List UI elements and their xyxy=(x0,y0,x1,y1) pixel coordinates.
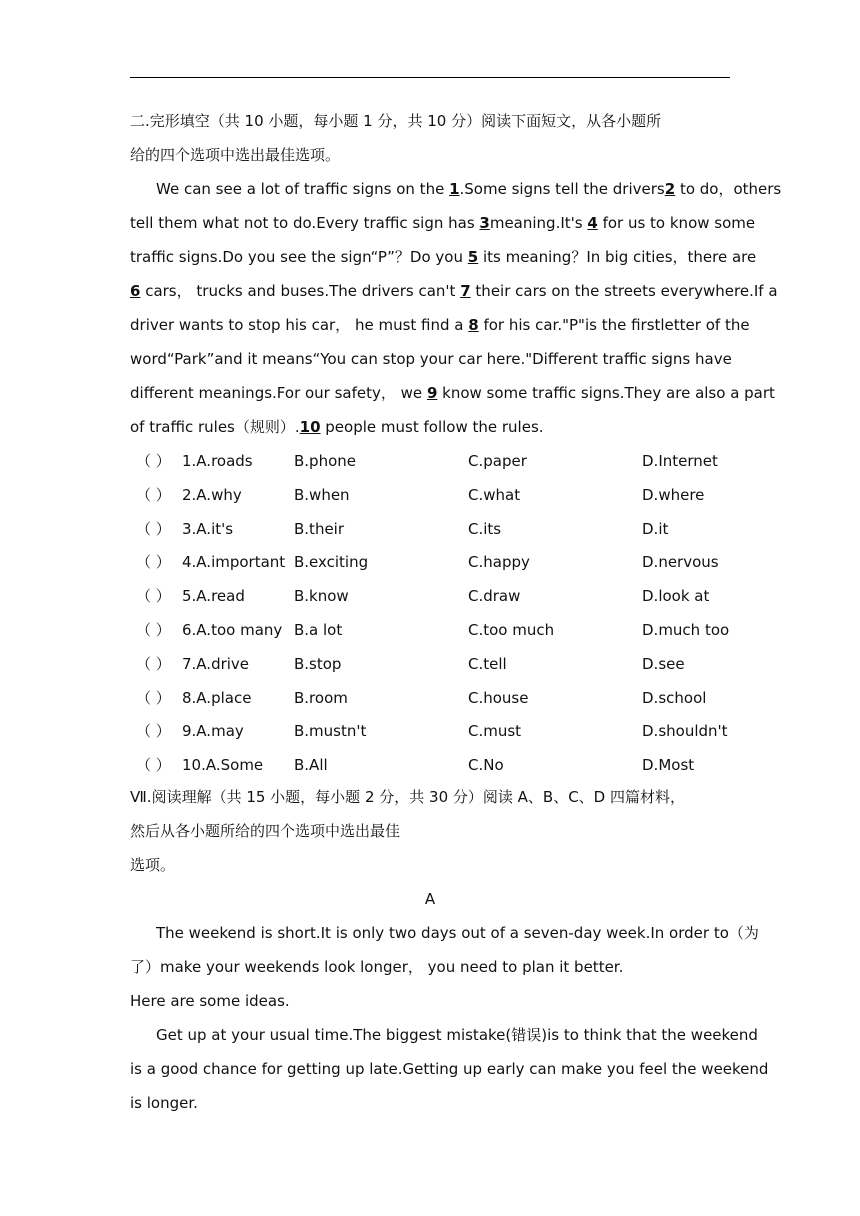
cloze-heading-cont: 给的四个选项中选出最佳选项。 xyxy=(130,146,341,164)
passage-text: tell them what not to do.Every traffic sign has xyxy=(130,214,480,232)
passage-text: know some traffic signs.They are also a part xyxy=(437,384,775,402)
question-row xyxy=(130,519,734,539)
answer-paren: （ ） xyxy=(136,621,171,639)
question-row xyxy=(130,552,734,572)
reading-line-6: is longer. xyxy=(130,1094,198,1112)
reading-heading-cont: 然后从各小题所给的四个选项中选出最佳 xyxy=(130,822,401,840)
option-a: 4.A.important xyxy=(182,553,286,571)
option-c: C.paper xyxy=(468,452,527,470)
passage-line-5 xyxy=(130,315,750,335)
passage-line-8 xyxy=(130,417,734,437)
option-c: C.tell xyxy=(468,655,507,673)
passage-text: to do，others xyxy=(675,180,782,198)
passage-text: for his car."P"is the firstletter of the xyxy=(478,316,750,334)
option-d: D.Most xyxy=(642,756,695,774)
option-b: B.know xyxy=(294,587,349,605)
reading-line-2: 了）make your weekends look longer， you need to plan it better. xyxy=(130,958,624,976)
option-d: D.school xyxy=(642,689,707,707)
option-d: D.look at xyxy=(642,587,710,605)
reading-heading-cont2: 选项。 xyxy=(130,856,176,874)
header-rule xyxy=(130,77,730,78)
reading-line-3: Here are some ideas. xyxy=(130,992,290,1010)
passage-text: of traffic rules（规则）. xyxy=(130,418,300,436)
passage-text: different meanings.For our safety， we xyxy=(130,384,427,402)
blank-6: 6 xyxy=(130,282,141,300)
blank-4: 4 xyxy=(587,214,598,232)
reading-heading: Ⅶ.阅读理解（共 15 小题，每小题 2 分，共 30 分）阅读 A、B、C、D 四篇材料， xyxy=(130,788,686,806)
passage-line-7 xyxy=(130,383,775,403)
option-b: B.All xyxy=(294,756,328,774)
passage-line-6: word“Park”and it means“You can stop your car here."Different traffic signs have xyxy=(130,350,732,368)
option-b: B.exciting xyxy=(294,553,369,571)
option-a: 9.A.may xyxy=(182,722,244,740)
option-d: D.shouldn't xyxy=(642,722,728,740)
option-a: 8.A.place xyxy=(182,689,252,707)
question-row xyxy=(130,586,734,606)
option-d: D.see xyxy=(642,655,685,673)
passage-text: for us to know some xyxy=(597,214,756,232)
answer-paren: （ ） xyxy=(136,553,171,571)
question-row xyxy=(130,485,734,505)
option-c: C.draw xyxy=(468,587,521,605)
option-a: 7.A.drive xyxy=(182,655,250,673)
blank-3: 3 xyxy=(479,214,490,232)
reading-line-1: The weekend is short.It is only two days out of a seven-day week.In order to（为 xyxy=(156,924,759,942)
passage-text: cars， trucks and buses.The drivers can't xyxy=(140,282,461,300)
option-d: D.much too xyxy=(642,621,730,639)
question-row xyxy=(130,721,734,741)
blank-8: 8 xyxy=(468,316,479,334)
passage-text: meaning.It's xyxy=(489,214,588,232)
blank-1: 1 xyxy=(449,180,460,198)
option-c: C.happy xyxy=(468,553,530,571)
passage-text: their cars on the streets everywhere.If a xyxy=(470,282,778,300)
answer-paren: （ ） xyxy=(136,587,171,605)
option-d: D.where xyxy=(642,486,705,504)
answer-paren: （ ） xyxy=(136,486,171,504)
passage-text: its meaning？In big cities，there are xyxy=(478,248,757,266)
option-a: 10.A.Some xyxy=(182,756,264,774)
blank-2: 2 xyxy=(664,180,676,198)
question-row xyxy=(130,755,734,775)
question-row xyxy=(130,620,734,640)
option-d: D.it xyxy=(642,520,669,538)
blank-9: 9 xyxy=(426,384,438,402)
option-b: B.when xyxy=(294,486,350,504)
passage-text: driver wants to stop his car， he must find a xyxy=(130,316,469,334)
passage-line-1 xyxy=(156,179,782,199)
blank-5: 5 xyxy=(467,248,479,266)
passage-text: We can see a lot of traffic signs on the xyxy=(156,180,450,198)
option-b: B.a lot xyxy=(294,621,343,639)
option-c: C.its xyxy=(468,520,502,538)
option-c: C.too much xyxy=(468,621,555,639)
option-b: B.room xyxy=(294,689,348,707)
answer-paren: （ ） xyxy=(136,756,171,774)
passage-text: traffic signs.Do you see the sign“P”？Do you xyxy=(130,248,468,266)
option-b: B.phone xyxy=(294,452,356,470)
option-b: B.mustn't xyxy=(294,722,367,740)
option-c: C.what xyxy=(468,486,521,504)
answer-paren: （ ） xyxy=(136,722,171,740)
option-a: 2.A.why xyxy=(182,486,242,504)
option-b: B.stop xyxy=(294,655,342,673)
option-c: C.must xyxy=(468,722,522,740)
answer-paren: （ ） xyxy=(136,655,171,673)
passage-line-4 xyxy=(130,281,778,301)
answer-paren: （ ） xyxy=(136,452,171,470)
option-c: C.No xyxy=(468,756,504,774)
option-d: D.nervous xyxy=(642,553,719,571)
question-row xyxy=(130,451,734,471)
reading-line-4: Get up at your usual time.The biggest mistake(错误)is to think that the weekend xyxy=(156,1026,758,1044)
option-d: D.Internet xyxy=(642,452,718,470)
option-a: 3.A.it's xyxy=(182,520,234,538)
passage-line-2 xyxy=(130,213,756,233)
passage-text: people must follow the rules. xyxy=(320,418,544,436)
question-row xyxy=(130,654,734,674)
cloze-heading: 二.完形填空（共 10 小题，每小题 1 分，共 10 分）阅读下面短文，从各小题所 xyxy=(130,112,662,130)
passage-line-3 xyxy=(130,247,757,267)
blank-7: 7 xyxy=(460,282,471,300)
answer-paren: （ ） xyxy=(136,520,171,538)
question-row xyxy=(130,688,734,708)
option-a: 5.A.read xyxy=(182,587,245,605)
blank-10: 10 xyxy=(299,418,321,436)
option-b: B.their xyxy=(294,520,345,538)
section-label: A xyxy=(424,890,436,908)
reading-line-5: is a good chance for getting up late.Getting up early can make you feel the weekend xyxy=(130,1060,769,1078)
passage-text: .Some signs tell the drivers xyxy=(459,180,665,198)
option-a: 1.A.roads xyxy=(182,452,253,470)
option-a: 6.A.too many xyxy=(182,621,283,639)
answer-paren: （ ） xyxy=(136,689,171,707)
option-c: C.house xyxy=(468,689,529,707)
